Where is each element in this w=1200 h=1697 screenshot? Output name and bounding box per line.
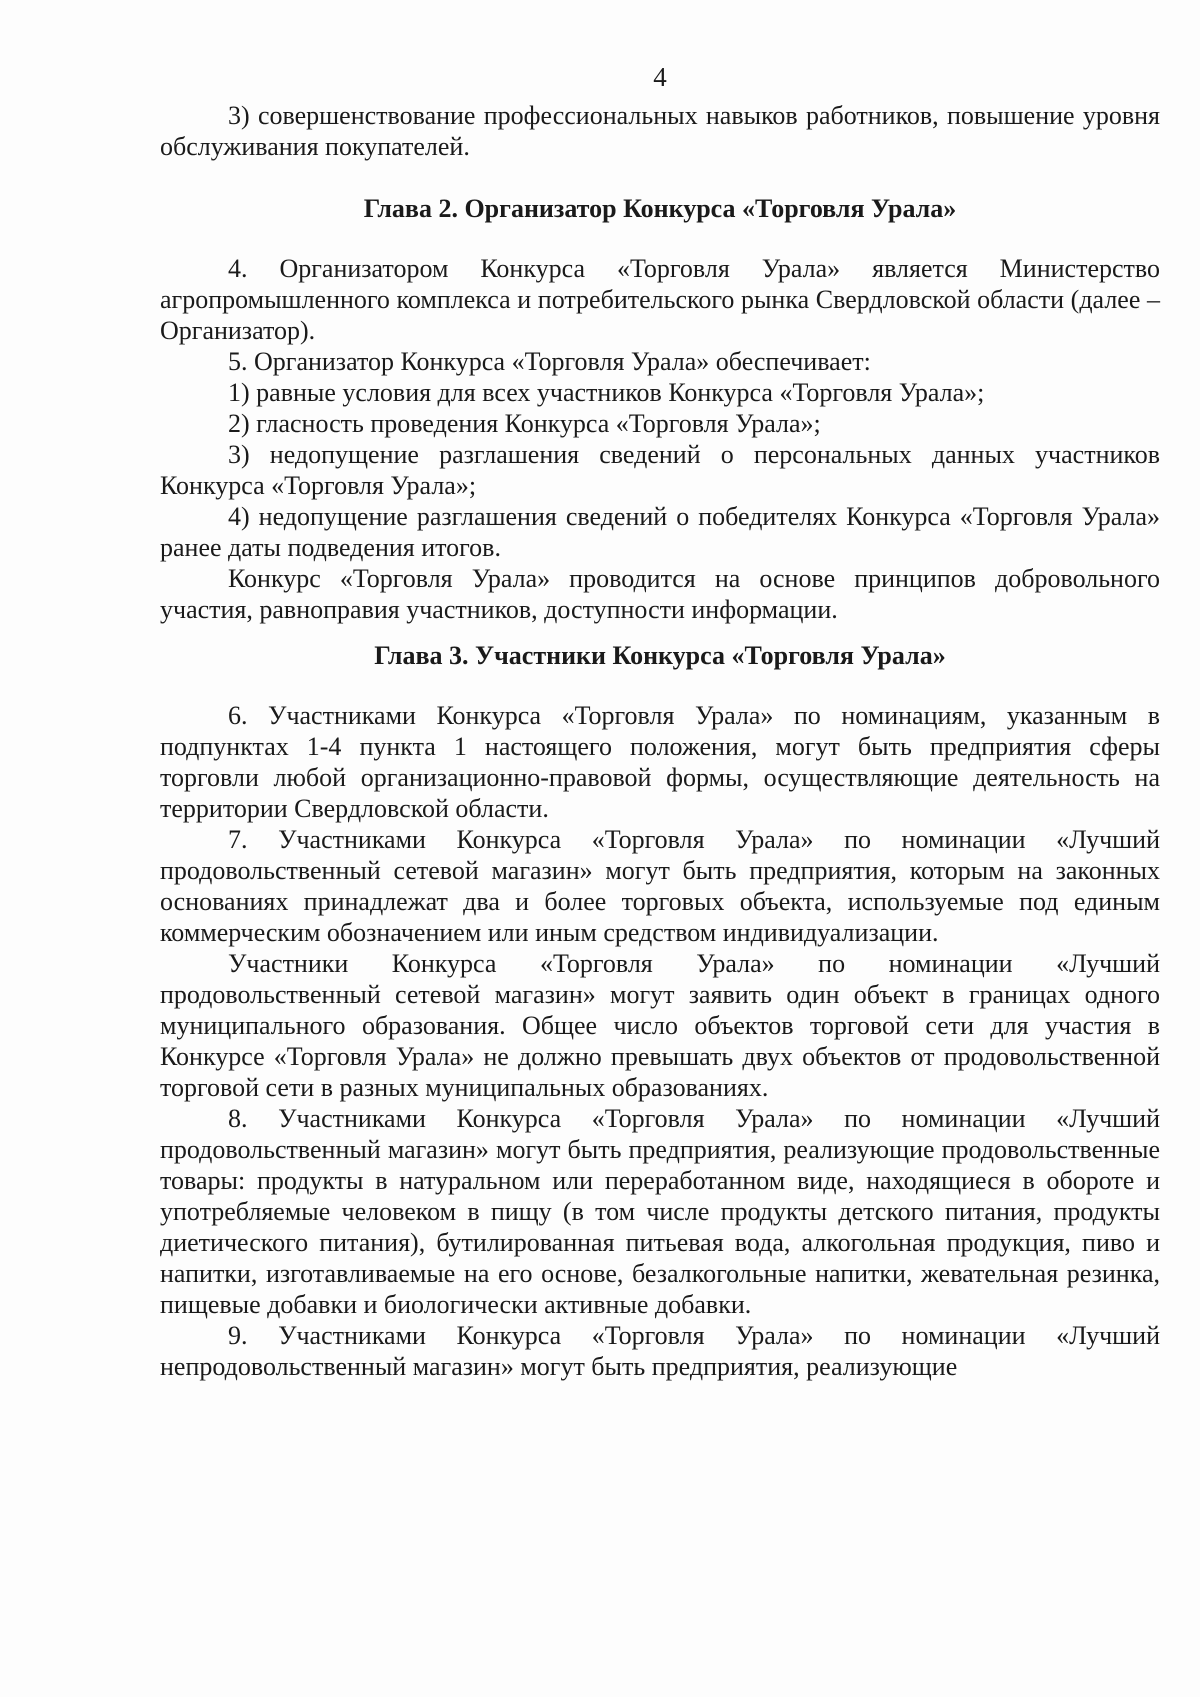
paragraph-principles: Конкурс «Торговля Урала» проводится на основе принципов добровольного участия, равноправия участников, доступности информации. [160,564,1160,624]
intro-paragraph: 3) совершенствование профессиональных навыков работников, повышение уровня обслуживания покупателей. [160,101,1160,161]
chapter-3-heading: Глава 3. Участники Конкурса «Торговля Урала» [374,641,946,670]
chapter-2-heading: Глава 2. Организатор Конкурса «Торговля Урала» [363,194,957,223]
paragraph-5-item-1: 1) равные условия для всех участников Конкурса «Торговля Урала»; [228,378,985,407]
paragraph-8: 8. Участниками Конкурса «Торговля Урала» по номинации «Лучший продовольственный магазин» могут быть предприятия, реализующие продовольственные товары: продукты в натуральном или переработанном виде, находящиеся в обороте и употребляемые человеком в пищу (в том числе продукты детского питания, продукты диетического питания), бутилированная питьевая вода, алкогольная продукция, пиво и напитки, изготавливаемые на его основе, безалкогольные напитки, жевательная резинка, пищевые добавки и биологически активные добавки. [160,1104,1160,1319]
paragraph-5-item-3: 3) недопущение разглашения сведений о персональных данных участников Конкурса «Торговля Урала»; [160,440,1160,500]
paragraph-9: 9. Участниками Конкурса «Торговля Урала» по номинации «Лучший непродовольственный магазин» могут быть предприятия, реализующие [160,1321,1160,1381]
chapter-3-body [160,700,1160,1382]
paragraph-5-item-4: 4) недопущение разглашения сведений о победителях Конкурса «Торговля Урала» ранее даты подведения итогов. [160,502,1160,562]
paragraph-7-continued: Участники Конкурса «Торговля Урала» по номинации «Лучший продовольственный сетевой магазин» могут заявить один объект в границах одного муниципального образования. Общее число объектов торговой сети для участия в Конкурсе «Торговля Урала» не должно превышать двух объектов от продовольственной торговой сети в разных муниципальных образованиях. [160,949,1160,1102]
intro-section [160,100,1160,162]
paragraph-5-item-2: 2) гласность проведения Конкурса «Торговля Урала»; [228,409,821,438]
paragraph-5: 5. Организатор Конкурса «Торговля Урала» обеспечивает: [228,347,871,376]
paragraph-4: 4. Организатором Конкурса «Торговля Урала» является Министерство агропромышленного комплекса и потребительского рынка Свердловской области (далее – Организатор). [160,254,1160,345]
paragraph-7: 7. Участниками Конкурса «Торговля Урала» по номинации «Лучший продовольственный сетевой магазин» могут быть предприятия, которым на законных основаниях принадлежат два и более торговых объекта, используемые под единым коммерческим обозначением или иным средством индивидуализации. [160,825,1160,947]
page-number: 4 [653,62,667,92]
chapter-2-body [160,253,1160,625]
paragraph-6: 6. Участниками Конкурса «Торговля Урала» по номинациям, указанным в подпунктах 1-4 пункта 1 настоящего положения, могут быть предприятия сферы торговли любой организационно-правовой формы, осуществляющие деятельность на территории Свердловской области. [160,701,1160,823]
